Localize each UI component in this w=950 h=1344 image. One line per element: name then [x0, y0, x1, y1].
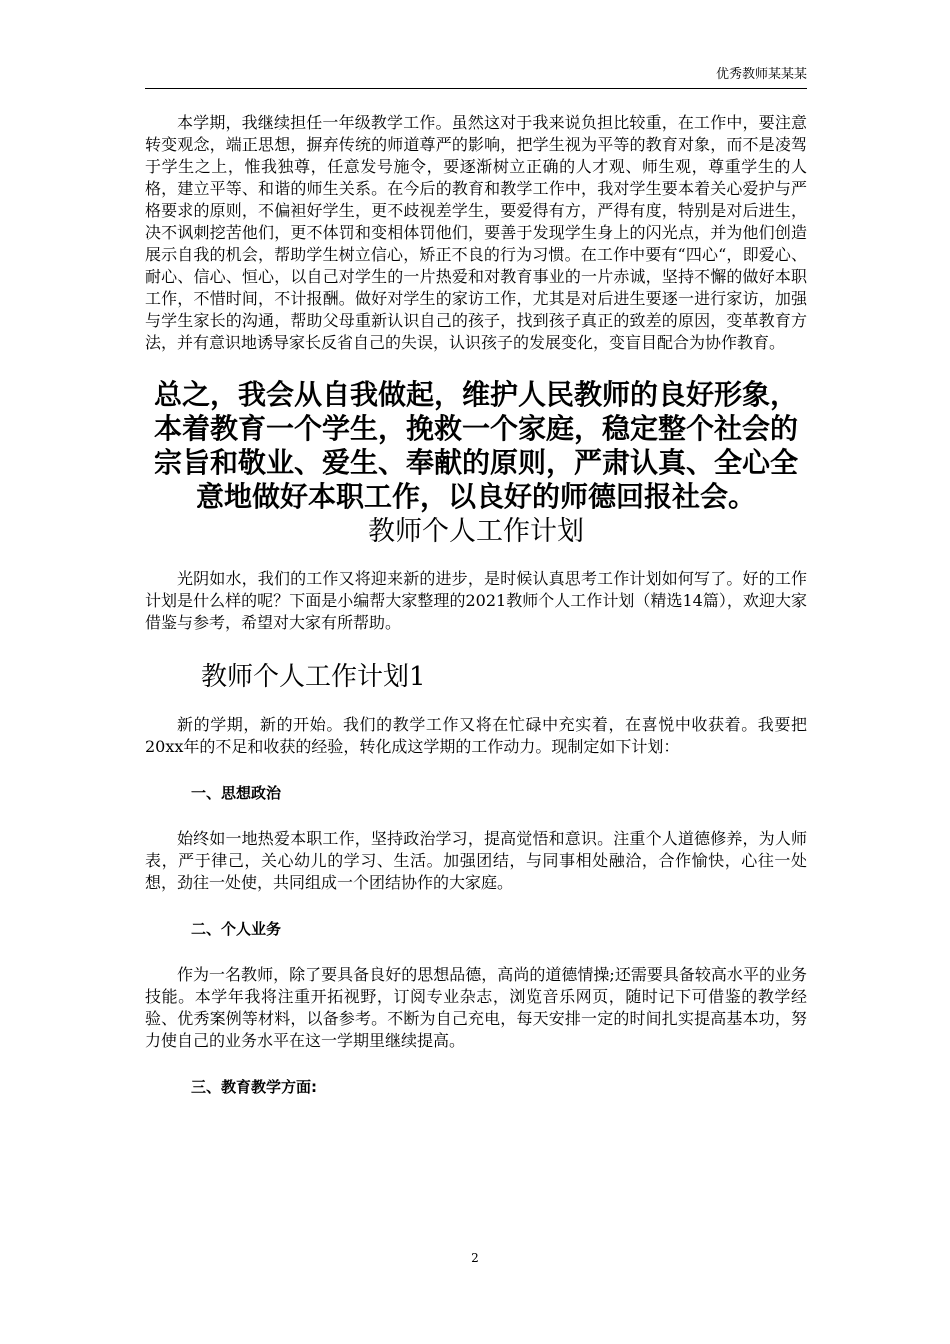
page-number: 2: [471, 1251, 479, 1265]
section-title: 教师个人工作计划1: [201, 662, 426, 692]
page-header: 优秀教师某某某: [145, 66, 807, 89]
heading-business: 二、个人业务: [191, 920, 282, 938]
page-content: [145, 112, 807, 1122]
document-title: 教师个人工作计划: [368, 516, 584, 547]
intro-paragraph: 光阴如水，我们的工作又将迎来新的进步，是时候认真思考工作计划如何写了。好的工作计划是什么样的呢？下面是小编帮大家整理的2021教师个人工作计划（精选14篇），欢迎大家借鉴与参考，希望对大家有所帮助。: [145, 569, 807, 632]
section-intro-paragraph: 新的学期，新的开始。我们的教学工作又将在忙碌中充实着，在喜悦中收获着。我要把20xx年的不足和收获的经验，转化成这学期的工作动力。现制定如下计划：: [145, 715, 807, 756]
paragraph-duty: 本学期，我继续担任一年级教学工作。虽然这对于我来说负担比较重，在工作中，要注意转变观念，端正思想，摒弃传统的师道尊严的影响，把学生视为平等的教育对象，而不是凌驾于学生之上，惟我独尊，任意发号施令，要逐渐树立正确的人才观、师生观，尊重学生的人格，建立平等、和谐的师生关系。在今后的教育和教学工作中，我对学生要本着关心爱护与严格要求的原则，不偏袒好学生，更不歧视差学生，要爱得有方，严得有度，特别是对后进生，决不讽刺挖苦他们，更不体罚和变相体罚他们，要善于发现学生身上的闪光点，并为他们创造展示自我的机会，帮助学生树立信心，矫正不良的行为习惯。在工作中要有“四心“，即爱心、耐心、信心、恒心，以自己对学生的一片热爱和对教育事业的一片赤诚，坚持不懈的做好本职工作，不惜时间，不计报酬。做好对学生的家访工作，尤其是对后进生要逐一进行家访，加强与学生家长的沟通，帮助父母重新认识自己的孩子，找到孩子真正的致差的原因，变革教育方法，并有意识地诱导家长反省自己的失误，认识孩子的发展变化，变盲目配合为协作教育。: [145, 113, 807, 352]
paragraph-politics: 始终如一地热爱本职工作，坚持政治学习，提高觉悟和意识。注重个人道德修养，为人师表，严于律己，关心幼儿的学习、生活。加强团结，与同事相处融洽，合作愉快，心往一处想，劲往一处使，共同组成一个团结协作的大家庭。: [145, 829, 807, 892]
summary-statement: 总之，我会从自我做起，维护人民教师的良好形象，本着教育一个学生，挽救一个家庭，稳定整个社会的宗旨和敬业、爱生、奉献的原则，严肃认真、全心全意地做好本职工作，以良好的师德回报社会。: [153, 378, 798, 513]
heading-teaching: 三、教育教学方面:: [191, 1078, 317, 1096]
paragraph-business: 作为一名教师，除了要具备良好的思想品德，高尚的道德情操;还需要具备较高水平的业务技能。本学年我将注重开拓视野，订阅专业杂志，浏览音乐网页，随时记下可借鉴的教学经验、优秀案例等材料，以备参考。不断为自己充电，每天安排一定的时间扎实提高基本功，努力使自己的业务水平在这一学期里继续提高。: [145, 965, 807, 1050]
heading-politics: 一、思想政治: [191, 784, 282, 802]
